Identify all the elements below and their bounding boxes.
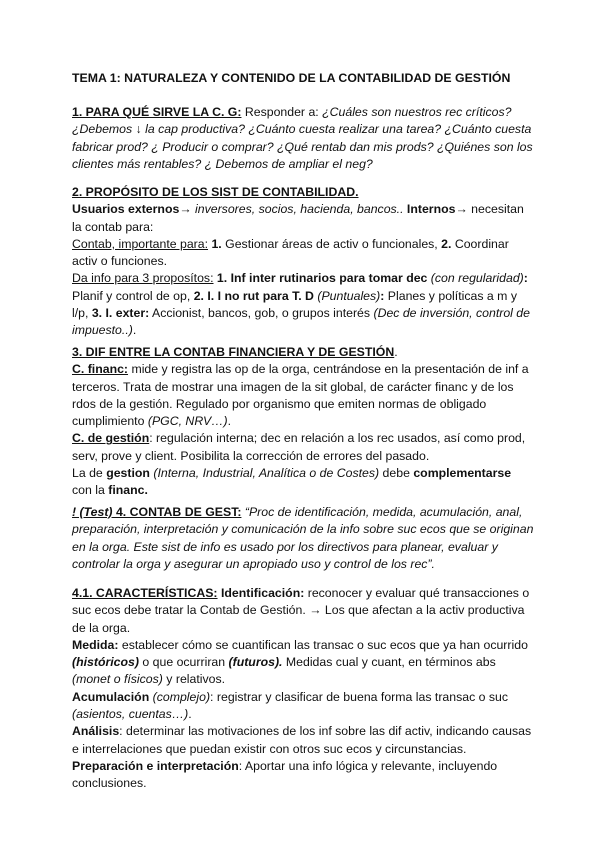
complement-verb: complementarse [413, 466, 512, 481]
section-1-heading: 1. PARA QUÉ SIRVE LA C. G: [72, 105, 242, 119]
section-3 [72, 344, 534, 500]
section-1 [72, 104, 534, 173]
complement-paragraph [72, 465, 534, 500]
section-4-1 [72, 585, 534, 793]
importance-item-2: Coordinar activ o funciones. [72, 236, 509, 269]
section-4 [72, 504, 534, 573]
financial-accounting-end: . [227, 414, 231, 429]
measure-text-2: o que ocurriran [138, 655, 229, 670]
purpose-3-label: 3. I. exter: [91, 306, 150, 321]
external-users-list: inversores, socios, hacienda, bancos.. [195, 202, 404, 217]
section-4-definition: “Proc de identificación, medida, acumulación, anal, preparación, interpretación y comunicación de la info sobre suc ecos que se originan en la orga. Este sist de info es usado por los directivos para planear, evaluar y controlar la orga y asegurar un apropiado uso y control de los rec”. [72, 505, 534, 571]
purpose-2-note: (Puntuales) [313, 288, 381, 303]
section-1-paragraph [72, 104, 534, 173]
importance-label: Contab, importante para: [72, 236, 209, 251]
importance-item-1: Gestionar áreas de activ o funcionales, [221, 236, 442, 251]
financial-accounting-paragraph [72, 361, 534, 430]
purposes-label: Da info para 3 proposítos: [72, 271, 214, 286]
section-2-users [72, 201, 534, 236]
internal-users-label: Internos [403, 202, 456, 217]
management-accounting-label: C. de gestión [72, 431, 150, 446]
importance-number-1: 1. [208, 236, 222, 251]
accumulation-paragraph [72, 689, 534, 724]
accumulation-note: (complejo) [149, 689, 211, 704]
complement-text-d: debe [379, 466, 414, 481]
complement-financ: financ. [108, 483, 148, 498]
section-4-paragraph [72, 504, 534, 573]
management-accounting-text: : regulación interna; dec en relación a los rec usados, así como prod, serv, prove y client. Posibilita la corrección de errores del pasado. [72, 431, 526, 463]
measure-text-3: Medidas cual y cuant, en términos abs [282, 655, 496, 670]
analysis-paragraph [72, 723, 534, 758]
measure-text-4: y relativos. [162, 672, 226, 687]
accumulation-label: Acumulación [72, 689, 150, 704]
section-1-lead: Responder a: [241, 105, 323, 119]
purpose-2-text: Planes y políticas a m y l/p, [72, 288, 517, 321]
analysis-text: : determinar las motivaciones de los inf sobre las dif activ, indicando causas e interrelaciones que puedan existir con otros suc ecos y circunstancias. [72, 724, 532, 756]
preparation-label: Preparación e interpretación [72, 758, 239, 773]
document-title: TEMA 1: NATURALEZA Y CONTENIDO DE LA CONTABILIDAD DE GESTIÓN [72, 71, 511, 85]
accumulation-note-2: (asientos, cuentas…) [72, 707, 189, 722]
purpose-1-text: Planif y control de op, [72, 288, 194, 303]
management-accounting-paragraph [72, 430, 534, 465]
section-2-purposes [72, 270, 534, 339]
complement-note: (Interna, Industrial, Analítica o de Costes) [149, 466, 380, 481]
financial-accounting-note: (PGC, NRV…) [147, 414, 228, 429]
preparation-text: : Aportar una info lógica y relevante, incluyendo conclusiones. [72, 758, 498, 791]
internal-users-text: → necesitan la contab para: [72, 202, 524, 234]
complement-gestion: gestion [106, 466, 150, 481]
section-3-heading-end: . [394, 345, 398, 359]
section-2 [72, 184, 534, 340]
importance-number-2: 2. [441, 236, 452, 251]
accumulation-text: : registrar y clasificar de buena forma las transac o suc [210, 689, 509, 704]
identification-paragraph [72, 585, 534, 637]
section-4-heading: 4. CONTAB DE GEST: [112, 505, 242, 519]
measure-future: (futuros). [228, 655, 283, 670]
section-2-heading: 2. PROPÓSITO DE LOS SIST DE CONTABILIDAD. [72, 185, 359, 199]
measure-paragraph [72, 637, 534, 689]
identification-label: Identificación: [217, 586, 305, 600]
measure-note: (monet o físicos) [72, 672, 163, 687]
financial-accounting-label: C. financ: [72, 362, 129, 377]
complement-text-f: con la [72, 483, 109, 498]
purpose-3-text: Accionist, bancos, gob, o grupos interés [149, 306, 374, 321]
external-users-label: Usuarios externos [72, 202, 180, 217]
purpose-1-label: 1. Inf inter rutinarios para tomar dec [213, 271, 428, 286]
purpose-2-colon: : [380, 288, 385, 303]
purpose-3-end: . [132, 323, 137, 338]
arrow-icon: → [179, 202, 196, 217]
purpose-2-label: 2. I. I no rut para T. D [193, 288, 314, 303]
analysis-label: Análisis [72, 724, 120, 739]
section-3-heading: 3. DIF ENTRE LA CONTAB FINANCIERA Y DE GESTIÓN [72, 345, 395, 359]
purpose-1-colon: : [523, 271, 528, 286]
preparation-paragraph [72, 758, 534, 793]
measure-label: Medida: [72, 637, 119, 652]
section-2-importance [72, 236, 534, 271]
measure-text-1: establecer cómo se cuantifican las transac o suc ecos que ya han ocurrido [118, 637, 528, 652]
measure-historical: (históricos) [72, 655, 139, 670]
section-4-1-heading: 4.1. CARACTERÍSTICAS: [72, 586, 218, 600]
identification-text: reconocer y evaluar qué transacciones o suc ecos debe tratar la Contab de Gestión. → Los que afectan a la activ productiva de la orga. [72, 586, 530, 635]
complement-text-a: La de [72, 466, 107, 481]
financial-accounting-text: mide y registra las op de la orga, centrándose en la presentación de inf a terceros. Trata de mostrar una imagen de la sit global, de carácter financ y de los rdos de la gestión. Regulado por organismo que emiten normas de obligado cumplimiento [72, 362, 529, 429]
purpose-1-note: (con regularidad) [427, 271, 524, 286]
accumulation-end: . [188, 707, 192, 722]
section-1-questions: ¿Cuáles son nuestros rec críticos? ¿Debemos ↓ la cap productiva? ¿Cuánto cuesta realizar una tarea? ¿Cuánto cuesta fabricar prod? ¿ Producir o comprar? ¿Qué rentab dan mis prods? ¿Quiénes son los clientes más rentables? ¿ Debemos de ampliar el neg? [72, 105, 533, 171]
purpose-3-note: (Dec de inversión, control de impuesto..) [72, 306, 530, 338]
test-marker: ! (Test) [72, 505, 113, 519]
